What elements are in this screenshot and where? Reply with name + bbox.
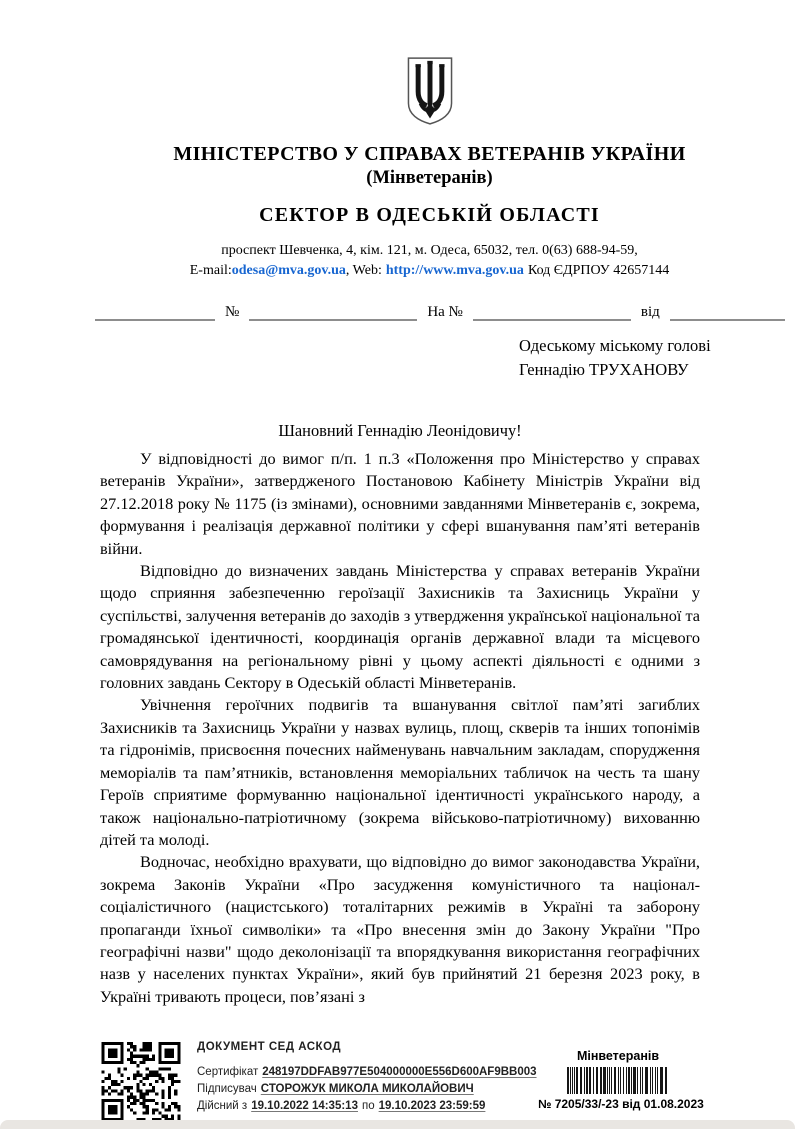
ukraine-trident-shield-icon [404,56,456,126]
letter-body [100,448,700,1008]
ministry-name: МІНІСТЕРСТВО У СПРАВАХ ВЕТЕРАНІВ УКРАЇНИ [173,143,686,165]
sector-name: СЕКТОР В ОДЕСЬКІЙ ОБЛАСТІ [259,204,600,226]
reference-line [95,301,785,321]
paragraph: Відповідно до визначених завдань Міністерства у справах ветеранів України щодо сприяння забезпеченню героїзації Захисників та Захисниць України у суспільстві, залучення ветеранів до заходів з утвердження української національної та громадянської ідентичності, координація органів державної влади та місцевого самоврядування на регіональному рівні у цьому аспекті діяльності є одними з головних завдань Сектору в Одеській області Мінветеранів. [100,561,700,693]
outgoing-date-blank [95,301,215,321]
validity-to: 19.10.2023 23:59:59 [378,1100,486,1112]
ministry-short-name: (Мінветеранів) [366,168,493,188]
contact-block [68,241,791,280]
email-label: E-mail: [189,262,232,278]
address-line: проспект Шевченка, 4, кім. 121, м. Одеса, 65032, тел. 0(63) 688-94-59, [221,243,638,258]
validity-from: 19.10.2022 14:35:13 [251,1100,358,1112]
addressee-title: Одеському міському голові [519,336,711,355]
signature-block [197,1041,537,1113]
paragraph: У відповідності до вимог п/п. 1 п.3 «Положення про Міністерство у справах ветеранів України», затвердженого Постановою Кабінету Міністрів України від 27.12.2018 року № 1175 (із змінами), основними завданнями Мінветеранів є, зокрема, формування і реалізація державної політики у сфері вшанування пам’яті ветеранів війни. [100,449,700,558]
web-link[interactable]: http://www.mva.gov.ua [385,262,524,278]
reply-number-blank [473,301,631,321]
reply-date-blank [670,301,785,321]
certificate-label: Сертифікат [197,1066,259,1078]
qr-code [100,1042,182,1121]
stamp-org-name: Мінветеранів [576,1049,660,1063]
page-bottom-edge [0,1120,795,1129]
registration-stamp [538,1049,704,1111]
validity-label: Дійсний з [197,1100,248,1112]
number-label: № [225,304,240,320]
barcode [567,1067,669,1094]
contact-line [68,261,791,281]
outgoing-number-blank [249,301,417,321]
reply-number-label: На № [427,304,463,320]
signer-name: СТОРОЖУК МИКОЛА МИКОЛАЙОВИЧ [260,1083,474,1095]
edrpou-code: Код ЄДРПОУ 42657144 [527,262,670,278]
paragraph: Увічнення героїчних подвигів та вшанування світлої пам’яті загиблих Захисників та Захисниць України у назвах вулиць, площ, скверів та інших топонімів та гідронімів, присвоєння почесних найменувань навчальним закладам, спорудження меморіалів та пам’ятників, встановлення меморіальних табличок на честь та шану Героїв сприятиме формуванню національної ідентичності українського народу, а також національно-патріотичному (зокрема військово-патріотичному) вихованню дітей та молоді. [100,695,700,849]
email-link[interactable]: odesa@mva.gov.ua [231,262,346,278]
web-label: , Web: [345,262,382,278]
validity-to-label: по [361,1100,375,1112]
addressee-name: Геннадію ТРУХАНОВУ [519,359,689,379]
stamp-number: № 7205/33/-23 від 01.08.2023 [538,1097,704,1111]
sed-system-label: ДОКУМЕНТ СЕД АСКОД [197,1041,342,1053]
salutation: Шановний Геннадію Леонідовичу! [278,421,522,440]
paragraph: Водночас, необхідно врахувати, що відповідно до вимог законодавства України, зокрема Законів України «Про засудження комуністичного та націонал-соціалістичного (нацистського) тоталітарних режимів в Україні та заборону пропаганди їхньої символіки» та «Про внесення змін до Закону України "Про географічні назви" щодо деколонізації та впорядкування використання географічних назв у населених пунктах України», який був прийнятий 21 березня 2023 року, в Україні тривають процеси, пов’язані з [100,852,700,1006]
reply-date-label: від [640,304,660,320]
certificate-value: 248197DDFAB977E504000000E556D600AF9BB003 [262,1066,537,1078]
addressee-block [519,334,711,381]
signer-label: Підписувач [197,1083,257,1095]
